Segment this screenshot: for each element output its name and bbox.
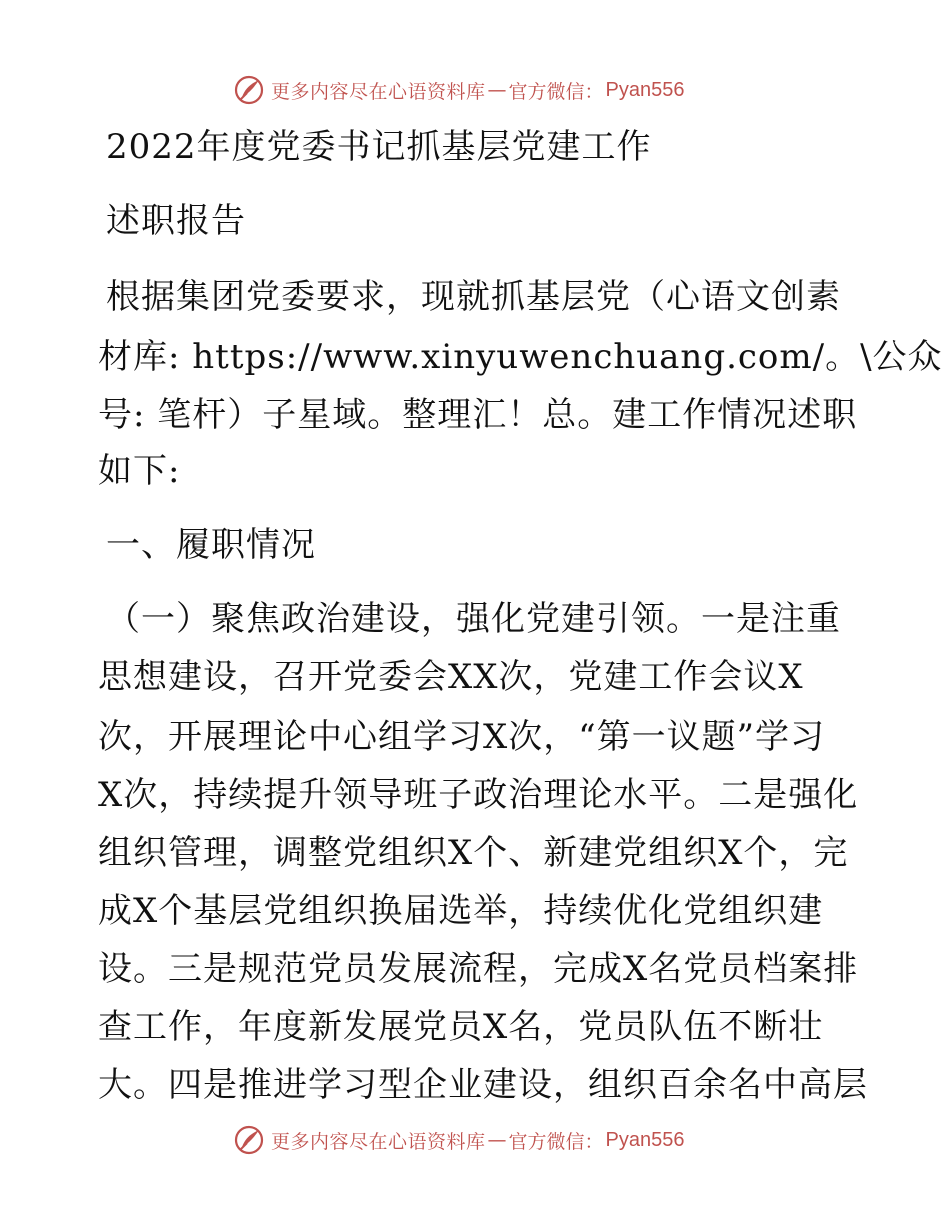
watermark-text: 更多内容尽在心语资料库 — [271, 80, 486, 103]
intro-line-4: 如下: — [98, 451, 181, 491]
feather-logo-icon — [233, 1124, 265, 1156]
document-title-line-2: 述职报告 — [106, 201, 246, 241]
section-line-2: 思想建设，召开党委会XX次，党建工作会议X — [98, 657, 804, 697]
section-line-5: 组织管理，调整党组织X个、新建党组织X个，完 — [98, 833, 849, 873]
watermark-footer — [233, 1122, 685, 1158]
watermark-header — [233, 72, 685, 108]
watermark-text: 更多内容尽在心语资料库 — [271, 1130, 486, 1153]
section-line-1: （一）聚焦政治建设，强化党建引领。一是注重 — [106, 599, 841, 639]
document-title-line-1: 2022年度党委书记抓基层党建工作 — [106, 127, 652, 167]
section-line-3: 次，开展理论中心组学习X次，“第一议题”学习 — [98, 717, 825, 757]
watermark-label: 官方微信： — [508, 1130, 604, 1153]
watermark-label: 官方微信： — [508, 80, 604, 103]
watermark-id: Pyan556 — [605, 1128, 685, 1151]
intro-line-1: 根据集团党委要求，现就抓基层党（心语文创素 — [106, 277, 841, 317]
section-line-8: 查工作，年度新发展党员X名，党员队伍不断壮 — [98, 1007, 824, 1047]
feather-logo-icon — [233, 74, 265, 106]
section-heading: 一、履职情况 — [106, 525, 316, 565]
section-line-6: 成X个基层党组织换届选举，持续优化党组织建 — [98, 891, 824, 931]
intro-line-3: 号: 笔杆）子星域。整理汇！总。建工作情况述职 — [98, 395, 858, 435]
watermark-id: Pyan556 — [605, 78, 685, 101]
watermark-dash: — — [487, 1129, 507, 1151]
section-line-4: X次，持续提升领导班子政治理论水平。二是强化 — [98, 775, 859, 815]
section-line-9: 大。四是推进学习型企业建设，组织百余名中高层 — [98, 1065, 868, 1105]
watermark-dash: — — [487, 79, 507, 101]
section-line-7: 设。三是规范党员发展流程，完成X名党员档案排 — [98, 949, 859, 989]
intro-line-2: 材库: https://www.xinyuwenchuang.com/。\公众 — [98, 337, 943, 377]
